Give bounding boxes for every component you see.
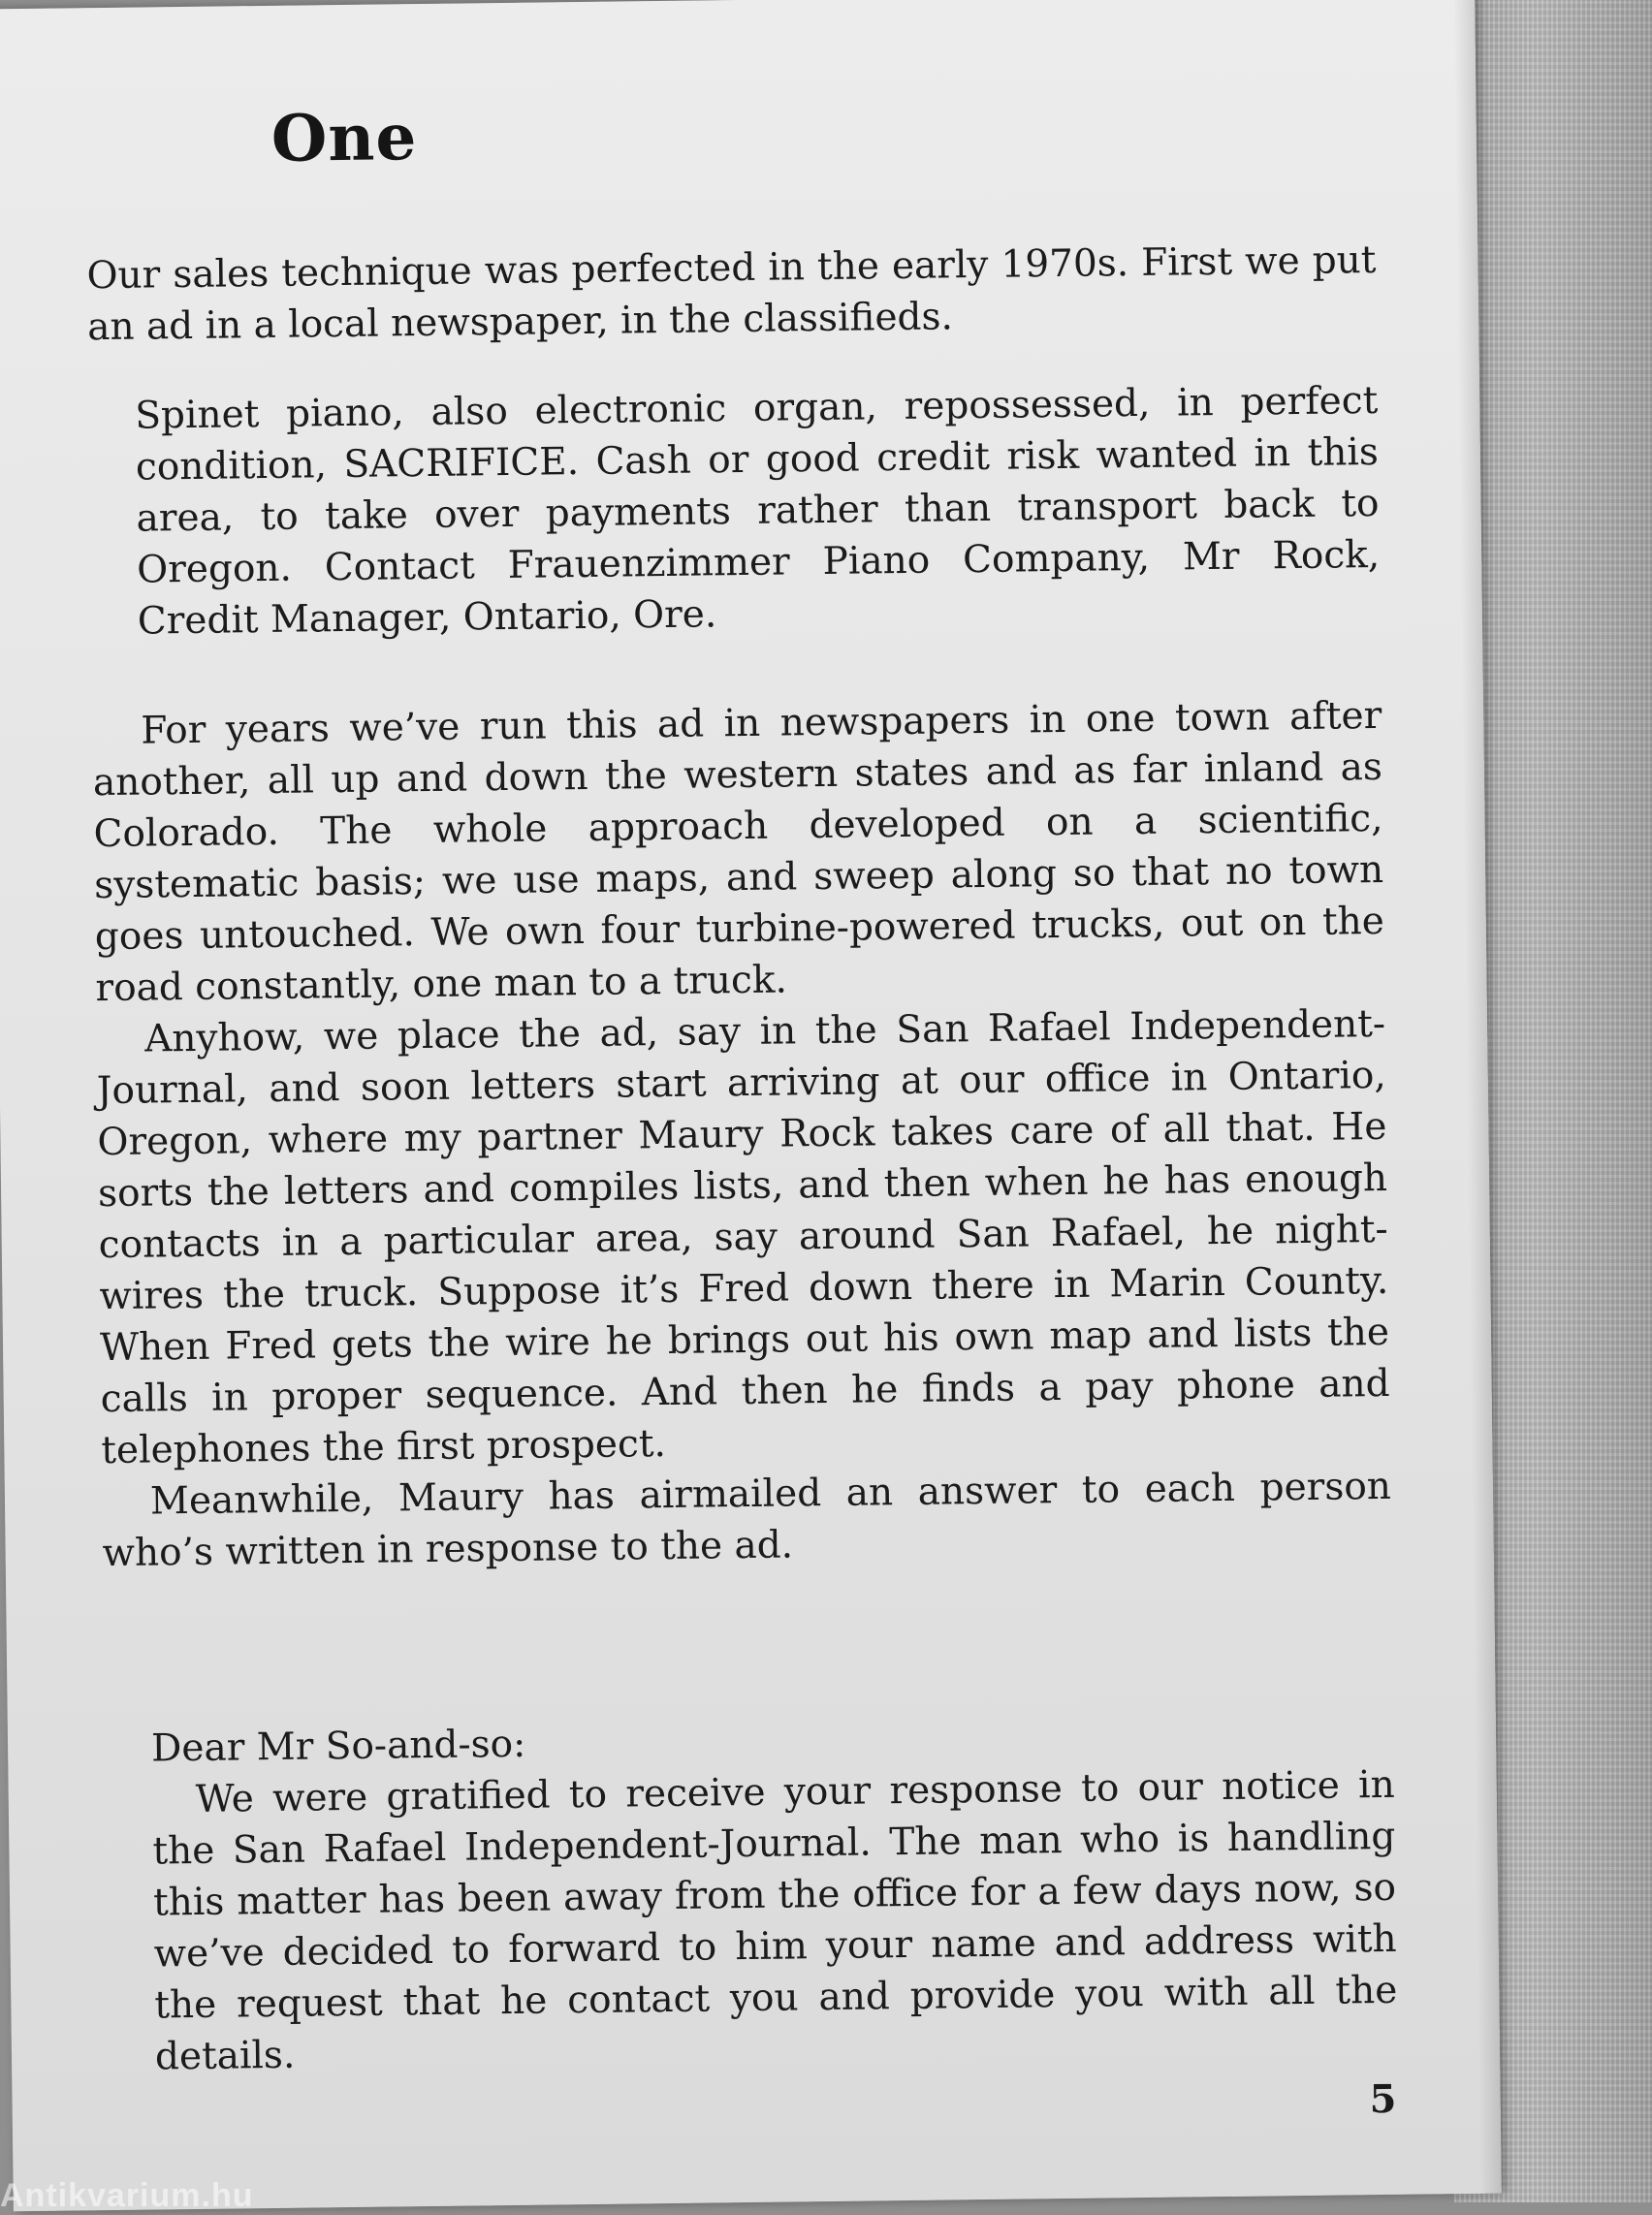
classified-ad-block (135, 375, 1381, 648)
letter-body: We were gratified to receive your response to our notice in the San Rafael Independent-Journal. The man who is handling this matter has been away from the office for a few days now, so we’ve decided to forward to him your name and address with the request that he contact you and provide you with all the details. (152, 1762, 1398, 2079)
watermark-text: Antikvarium.hu (0, 2177, 254, 2214)
intro-paragraph (86, 235, 1377, 353)
page-number: 5 (1369, 2075, 1397, 2123)
intro-text: Our sales technique was perfected in the early 1970s. First we put an ad in a local newspaper, in the classifieds. (86, 237, 1377, 350)
letter-salutation: Dear Mr So-and-so: (150, 1722, 526, 1771)
classified-ad-text: Spinet piano, also electronic organ, repossessed, in perfect condition, SACRIFICE. Cash or good credit risk wanted in this area, to take over payments rather than transport back to Oregon. Contact Frauenzimmer Piano Company, Mr Rock, Credit Manager, Ontario, Ore. (135, 378, 1381, 644)
body-paragraph: For years we’ve run this ad in newspapers in one town after another, all up and down the western states and as far inland as Colorado. The whole approach developed on a scientific, systematic basis; we use maps, and sweep along so that no town goes untouched. We own four turbine-powered trucks, out on the road constantly, one man to a truck. (92, 693, 1385, 1011)
body-paragraphs (92, 690, 1392, 1579)
chapter-title: One (270, 99, 418, 176)
letter-block (151, 1708, 1398, 2083)
body-paragraph: Meanwhile, Maury has airmailed an answer to each person who’s written in response to the ad. (102, 1464, 1392, 1576)
body-paragraph: Anyhow, we place the ad, say in the San Rafael Independent-Journal, and soon letters start arriving at our office in Ontario, Oregon, where my partner Maury Rock takes care of all that. He sorts the letters and compiles lists, and then when he has enough contacts in a particular area, say around San Rafael, he night-wires the truck. Suppose it’s Fred down there in Marin County. When Fred gets the wire he brings out his own map and lists the calls in proper sequence. And then he finds a pay phone and telephones the first prospect. (96, 1001, 1390, 1473)
